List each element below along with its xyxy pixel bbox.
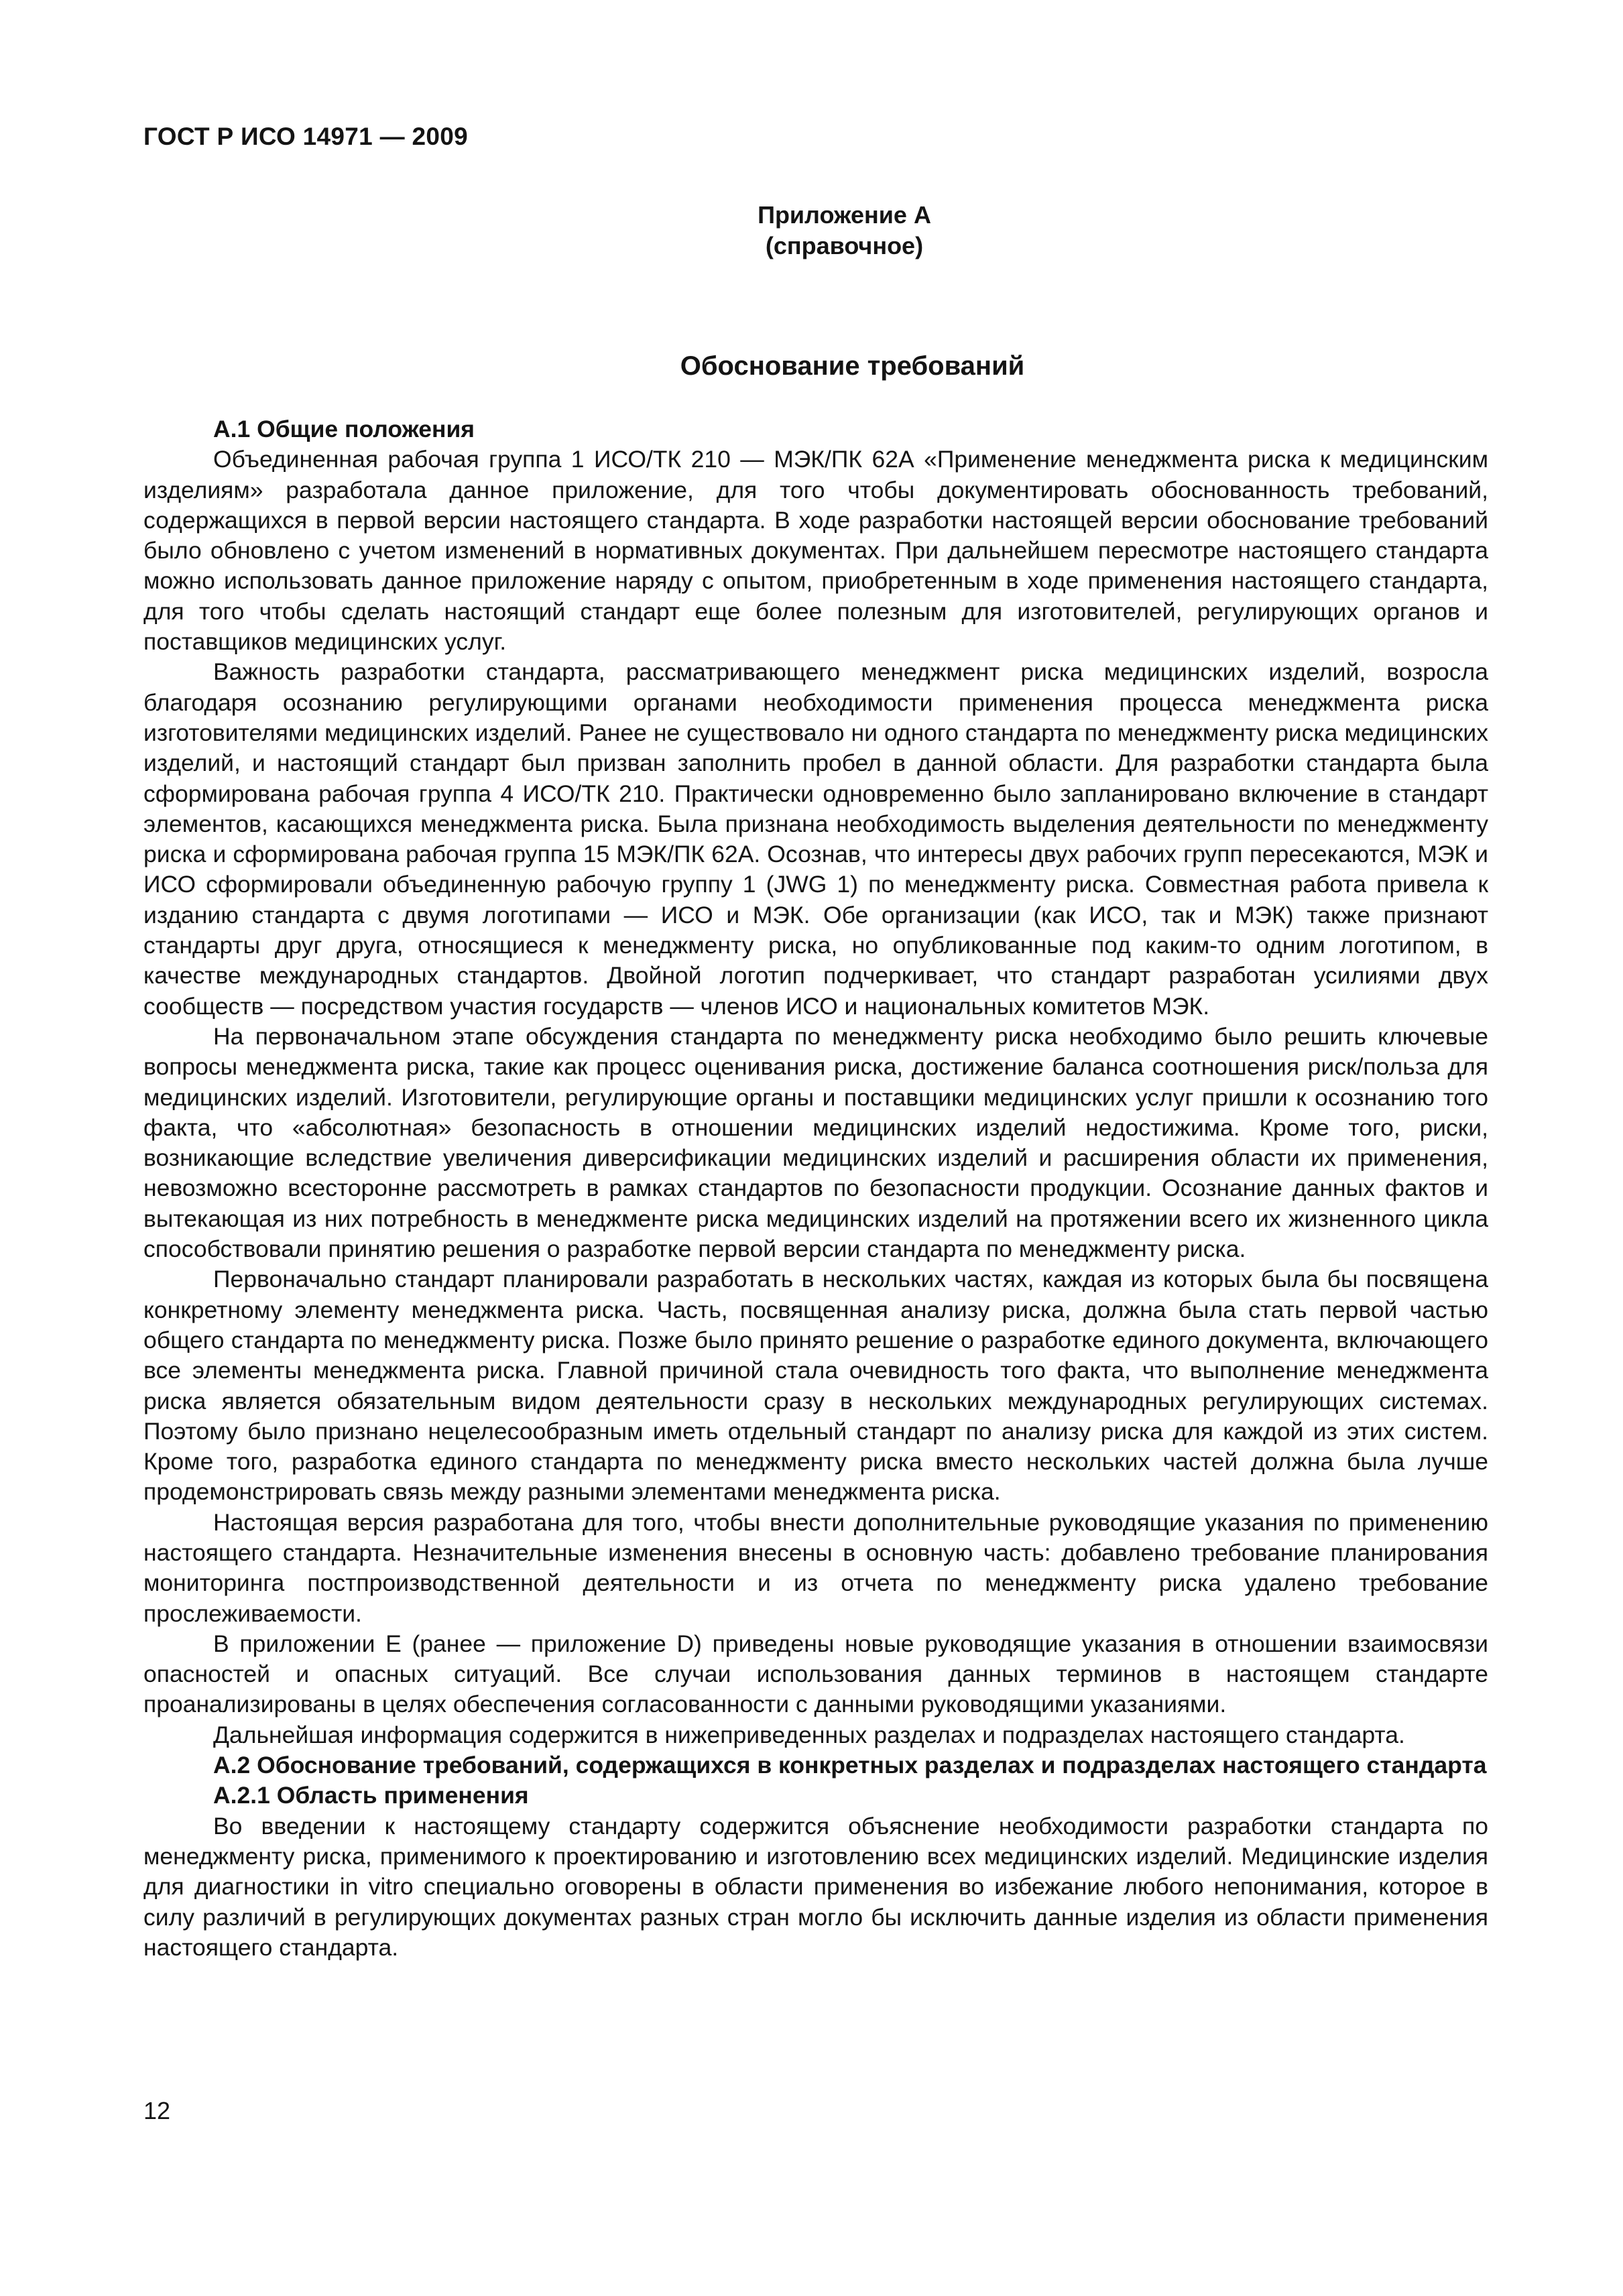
section-heading-a21: А.2.1 Область применения xyxy=(213,1782,529,1809)
paragraph: Объединенная рабочая группа 1 ИСО/ТК 210 — МЭК/ПК 62А «Применение менеджмента риска к медицинским изделиям» разработала данное приложение, для того чтобы документировать обоснованность требований, содержащихся в первой версии настоящего стандарта. В ходе разработки настоящей версии обоснование требований было обновлено с учетом изменений в нормативных документах. При дальнейшем пересмотре настоящего стандарта можно использовать данное приложение наряду с опытом, приобретенным в ходе применения настоящего стандарта, для того чтобы сделать настоящий стандарт еще более полезным для изготовителей, регулирующих органов и поставщиков медицинских услуг. xyxy=(143,446,1488,656)
paragraph: Первоначально стандарт планировали разработать в нескольких частях, каждая из которых была бы посвящена конкретному элементу менеджмента риска. Часть, посвященная анализу риска, должна была стать первой частью общего стандарта по менеджменту риска. Позже было принято решение о разработке единого документа, включающего все элементы менеджмента риска. Главной причиной стала очевидность того факта, что выполнение менеджмента риска является обязательным видом деятельности сразу в нескольких международных регулирующих системах. Поэтому было признано нецелесообразным иметь отдельный стандарт по анализу риска для каждой из этих систем. Кроме того, разработка единого стандарта по менеджменту риска вместо нескольких частей должна была лучше продемонстрировать связь между разными элементами менеджмента риска. xyxy=(143,1266,1488,1506)
page-title-text: Обоснование требований xyxy=(680,351,1025,381)
page-number: 12 xyxy=(143,2097,171,2124)
annex-type: (справочное) xyxy=(765,232,924,259)
paragraph: Во введении к настоящему стандарту содержится объяснение необходимости разработки стандарта по менеджменту риска, применимого к проектированию и изготовлению всех медицинских изделий. Медицинские изделия для диагностики in vitro специально оговорены в области применения во избежание любого непонимания, которое в силу различий в регулирующих документах разных стран могло бы исключить данные изделия из области применения настоящего стандарта. xyxy=(143,1812,1488,1961)
paragraph: В приложении Е (ранее — приложение D) приведены новые руководящие указания в отношении взаимосвязи опасностей и опасных ситуаций. Все случаи использования данных терминов в настоящем стандарте проанализированы в целях обеспечения согласованности с данными руководящими указаниями. xyxy=(143,1630,1488,1718)
paragraph: Настоящая версия разработана для того, чтобы внести дополнительные руководящие указания по применению настоящего стандарта. Незначительные изменения внесены в основную часть: добавлено требование планирования мониторинга постпроизводственной деятельности и из отчета по менеджменту риска удалено требование прослеживаемости. xyxy=(143,1508,1488,1627)
paragraph: Дальнейшая информация содержится в нижеприведенных разделах и подразделах настоящего стандарта. xyxy=(213,1721,1405,1748)
standard-designation: ГОСТ Р ИСО 14971 — 2009 xyxy=(143,123,469,150)
section-heading-a2: А.2 Обоснование требований, содержащихся в конкретных разделах и подразделах настоящего стандарта xyxy=(213,1752,1487,1779)
annex-label: Приложение А xyxy=(758,201,931,229)
section-heading-a1: А.1 Общие положения xyxy=(213,416,475,442)
paragraph: Важность разработки стандарта, рассматривающего менеджмент риска медицинских изделий, возросла благодаря осознанию регулирующими органами необходимости применения процесса менеджмента риска изготовителями медицинских изделий. Ранее не существовало ни одного стандарта по менеджменту риска медицинских изделий, и настоящий стандарт был призван заполнить пробел в данной области. Для разработки стандарта была сформирована рабочая группа 4 ИСО/ТК 210. Практически одновременно было запланировано включение в стандарт элементов, касающихся менеджмента риска. Была признана необходимость выделения деятельности по менеджменту риска и сформирована рабочая группа 15 МЭК/ПК 62А. Осознав, что интересы двух рабочих групп пересекаются, МЭК и ИСО сформировали объединенную рабочую группу 1 (JWG 1) по менеджменту риска. Совместная работа привела к изданию стандарта с двумя логотипами — ИСО и МЭК. Обе организации (как ИСО, так и МЭК) также признают стандарты друг друга, относящиеся к менеджменту риска, но опубликованные под каким-то одним логотипом, в качестве международных стандартов. Двойной логотип подчеркивает, что стандарт разработан усилиями двух сообществ — посредством участия государств — членов ИСО и национальных комитетов МЭК. xyxy=(143,658,1488,1020)
annex-heading xyxy=(0,200,1623,261)
body-text xyxy=(143,414,1488,1963)
page-title xyxy=(0,351,1623,381)
paragraph: На первоначальном этапе обсуждения стандарта по менеджменту риска необходимо было решить ключевые вопросы менеджмента риска, такие как процесс оценивания риска, достижение баланса соотношения риск/польза для медицинских изделий. Изготовители, регулирующие органы и поставщики медицинских услуг пришли к осознанию того факта, что «абсолютная» безопасность в отношении медицинских изделий недостижима. Кроме того, риски, возникающие вследствие увеличения диверсификации медицинских изделий и расширения области их применения, невозможно всесторонне рассмотреть в рамках стандартов по безопасности продукции. Осознание данных фактов и вытекающая из них потребность в менеджменте риска медицинских изделий на протяжении всего их жизненного цикла способствовали принятию решения о разработке первой версии стандарта по менеджменту риска. xyxy=(143,1022,1488,1263)
